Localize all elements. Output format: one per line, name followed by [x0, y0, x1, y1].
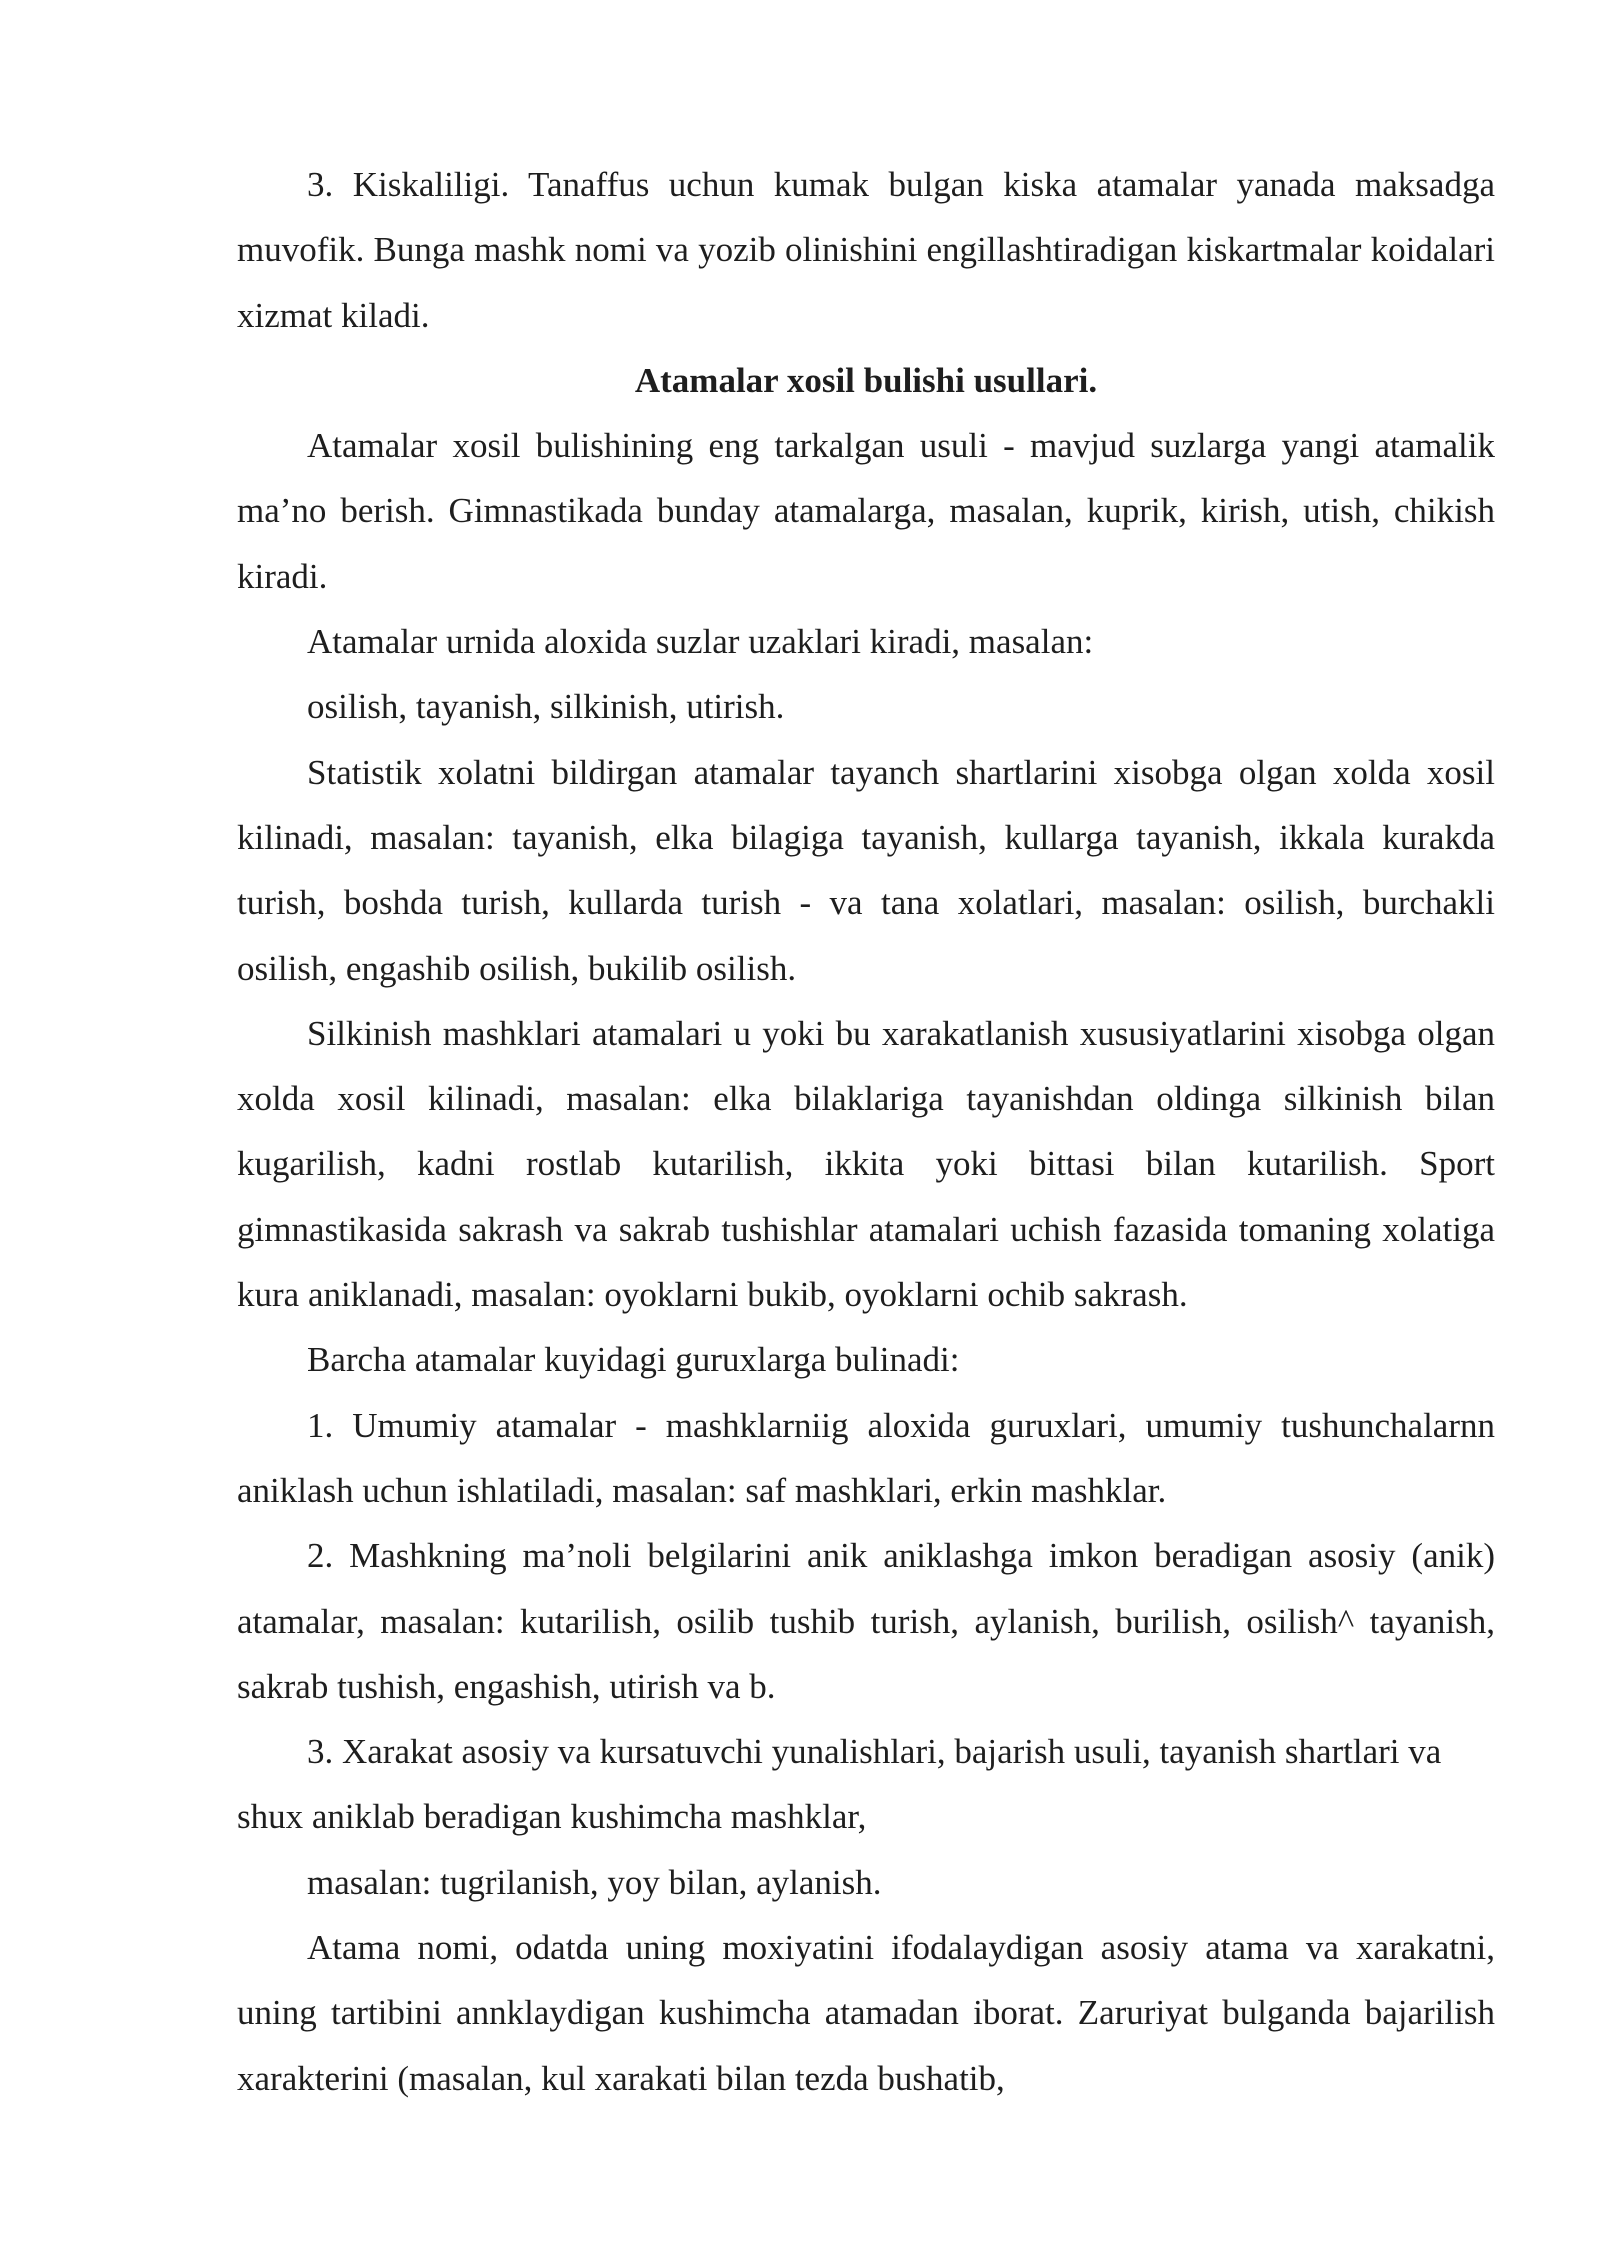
paragraph-silkinish: Silkinish mashklari atamalari u yoki bu xarakatlanish xususiyatlarini xisobga olgan xolda xosil kilinadi, masalan: elka bilaklariga tayanishdan oldinga silkinish bilan kugarilish, kadni rostlab kutarilish, ikkita yoki bittasi bilan kutarilish. Sport gimnastikasida sakrash va sakrab tushishlar atamalari uchish fazasida tomaning xolatiga kura aniklanadi, masalan: oyoklarni bukib, oyoklarni ochib sakrash. — [237, 1013, 1495, 1315]
paragraph-xosil-usuli: Atamalar xosil bulishining eng tarkalgan usuli - mavjud suzlarga yangi atamalik ma’no berish. Gimnastikada bunday atamalarga, masalan, kuprik, kirish, utish, chikish kiradi. — [237, 426, 1495, 596]
section-heading: Atamalar xosil bulishi usullari. — [634, 360, 1098, 400]
list-item-asosiy: 2. Mashkning ma’noli belgilarini anik aniklashga imkon beradigan asosiy (anik) atamalar, masalan: kutarilish, osilib tushib turish, aylanish, burilish, osilish^ tayanish, sakrab tushish, engashish, utirish va b. — [237, 1536, 1495, 1706]
document-body — [237, 152, 1495, 2111]
paragraph-atama-nomi: Atama nomi, odatda uning moxiyatini ifodalaydigan asosiy atama va xarakatni, uning tartibini annklaydigan kushimcha atamadan iborat. Zaruriyat bulganda bajarilish xarakterini (masalan, kul xarakati bilan tezda bushatib, — [237, 1928, 1495, 2098]
paragraph-examples-list: osilish, tayanish, silkinish, utirish. — [307, 687, 785, 727]
paragraph-masalan: masalan: tugrilanish, yoy bilan, aylanish. — [307, 1862, 882, 1902]
list-item-kushimcha: 3. Xarakat asosiy va kursatuvchi yunalishlari, bajarish usuli, tayanish shartlari va shux aniklab beradigan kushimcha mashklar, — [237, 1732, 1442, 1837]
paragraph-kiskaliligi: 3. Kiskaliligi. Tanaffus uchun kumak bulgan kiska atamalar yanada maksadga muvofik. Bunga mashk nomi va yozib olinishini engillashtiradigan kiskartmalar koidalari xizmat kiladi. — [237, 165, 1495, 335]
paragraph-urnida: Atamalar urnida aloxida suzlar uzaklari kiradi, masalan: — [307, 622, 1094, 662]
paragraph-statistik: Statistik xolatni bildirgan atamalar tayanch shartlarini xisobga olgan xolda xosil kilinadi, masalan: tayanish, elka bilagiga tayanish, kullarga tayanish, ikkala kurakda turish, boshda turish, kullarda turish - va tana xolatlari, masalan: osilish, burchakli osilish, engashib osilish, bukilib osilish. — [237, 752, 1495, 988]
list-item-umumiy: 1. Umumiy atamalar - mashklarniig aloxida guruxlari, umumiy tushunchalarnn aniklash uchun ishlatiladi, masalan: saf mashklari, erkin mashklar. — [237, 1405, 1495, 1510]
paragraph-guruxlar: Barcha atamalar kuyidagi guruxlarga bulinadi: — [307, 1340, 960, 1380]
